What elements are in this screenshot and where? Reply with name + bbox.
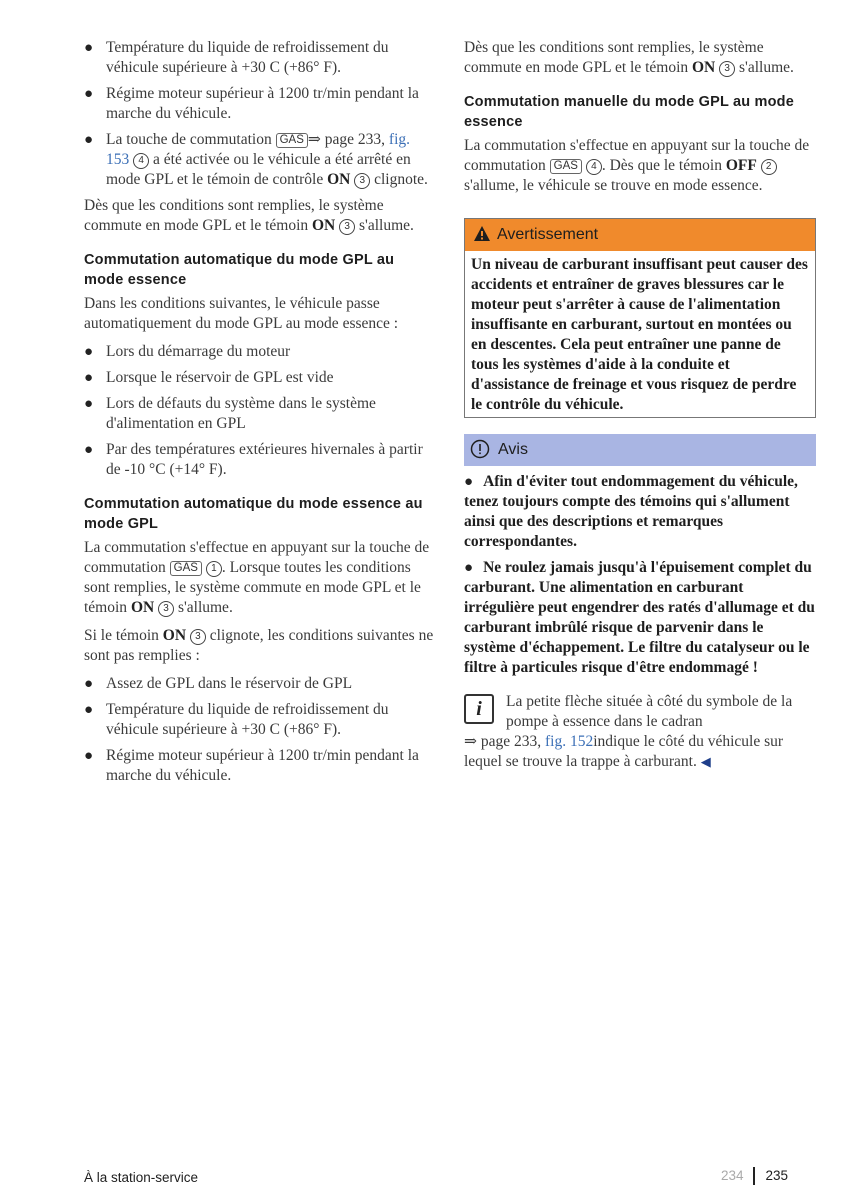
paragraph: La commutation s'effectue en appuyant sur la touche de commutation GAS 1 . Lorsque toutes les conditions sont remplies, le système commute en mode GPL et le témoin ON 3 s'allume. (84, 539, 430, 616)
warning-box (464, 218, 816, 418)
list-item: ● Par des températures extérieures hivernales à partir de -10 °C (+14° F). (84, 441, 423, 478)
warning-title: Avertissement (497, 226, 599, 243)
notice-title: Avis (498, 441, 528, 458)
warning-header (465, 219, 815, 251)
section-heading: Commutation manuelle du mode GPL au mode essence (464, 94, 794, 130)
notice-body (464, 472, 816, 678)
page-number-right: 235 (765, 1168, 788, 1183)
paragraph: La commutation s'effectue en appuyant sur la touche de commutation GAS 4 . Dès que le témoin OFF 2 s'allume, le véhicule se trouve en mode essence. (464, 137, 810, 194)
info-icon: i (464, 694, 494, 724)
warning-icon (473, 225, 491, 242)
gas-key-label: GAS (550, 159, 582, 174)
page-number-left: 234 (720, 1168, 744, 1183)
list-item: ● Lors du démarrage du moteur (84, 343, 291, 360)
list-item: ● Ne roulez jamais jusqu'à l'épuisement complet du carburant. Une alimentation en carburant irrégulière peut engendrer des ratés d'allumage et du carburant imbrûlé risque de parvenir dans le système d'échappement. Le filtre du catalyseur ou le filtre à particules risque d'être endommagé ! (464, 559, 815, 676)
paragraph: Si le témoin ON 3 clignote, les conditions suivantes ne sont pas remplies : (84, 627, 434, 664)
figure-link[interactable]: fig. 153 (106, 131, 410, 168)
list-item: ● La touche de commutation GAS ⇒ page 233, fig. 153 4 a été activée ou le véhicule a été arrêté en mode GPL et le témoin de contrôle ON 3 clignote. (84, 131, 428, 188)
list-item: ● Lorsque le réservoir de GPL est vide (84, 369, 334, 386)
info-note: i La petite flèche située à côté du symbole de la pompe à essence dans le cadran ⇒ page 233, fig. 152indique le côté du véhicule sur lequel se trouve la trappe à carburant. ◀ (464, 693, 793, 770)
list-item: ● Température du liquide de refroidissement du véhicule supérieure à +30 C (+86° F). (84, 39, 389, 76)
page-numbers (721, 1166, 788, 1186)
notice-header (464, 434, 816, 466)
figure-link[interactable]: fig. 152 (545, 733, 594, 750)
right-column (464, 38, 816, 772)
list-item: ● Lors de défauts du système dans le système d'alimentation en GPL (84, 395, 376, 432)
gas-key-label: GAS (276, 133, 308, 148)
list-item: ● Assez de GPL dans le réservoir de GPL (84, 675, 353, 692)
end-marker-icon: ◀ (700, 754, 711, 769)
list-item: ● Régime moteur supérieur à 1200 tr/min pendant la marche du véhicule. (84, 747, 419, 784)
paragraph: Dès que les conditions sont remplies, le système commute en mode GPL et le témoin ON 3 s'allume. (464, 39, 794, 76)
list-item: ● Régime moteur supérieur à 1200 tr/min pendant la marche du véhicule. (84, 85, 419, 122)
section-heading: Commutation automatique du mode GPL au mode essence (84, 252, 395, 288)
warning-text: Un niveau de carburant insuffisant peut causer des accidents et entraîner de graves blessures car le moteur peut s'arrêter à cause de l'alimentation insuffisante en carburant, surtout en montées ou en descentes. Cela peut entraîner une panne de tous les systèmes d'aide à la conduite et d'assistance de freinage et vous risquez de perdre le contrôle du véhicule. (471, 256, 808, 413)
paragraph: Dès que les conditions sont remplies, le système commute en mode GPL et le témoin ON 3 s'allume. (84, 197, 414, 234)
list-item: ● Afin d'éviter tout endommagement du véhicule, tenez toujours compte des témoins qui s'allument ainsi que des descriptions et remarques correspondantes. (464, 473, 798, 550)
exclamation-circle-icon (470, 439, 490, 459)
list-item: ● Température du liquide de refroidissement du véhicule supérieure à +30 C (+86° F). (84, 701, 389, 738)
left-column (84, 38, 434, 792)
footer-section-title: À la station-service (84, 1170, 199, 1185)
section-heading: Commutation automatique du mode essence au mode GPL (84, 496, 423, 532)
paragraph: Dans les conditions suivantes, le véhicule passe automatiquement du mode GPL au mode essence : (84, 295, 399, 332)
gas-key-label: GAS (170, 561, 202, 576)
